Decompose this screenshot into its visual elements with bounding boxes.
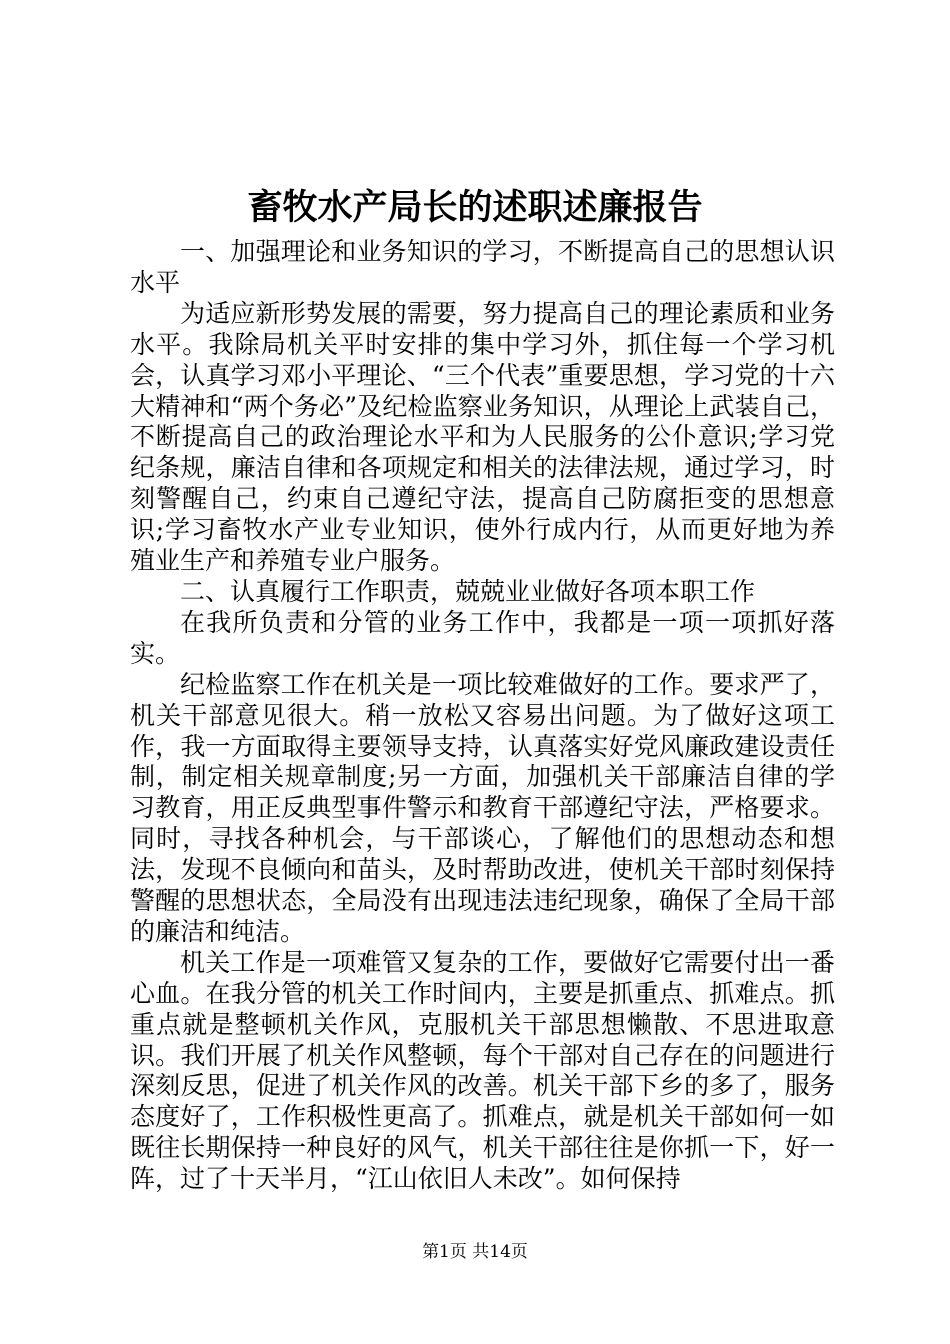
page-number-footer: 第1页 共14页 (422, 1242, 528, 1262)
section-heading-2: 二、认真履行工作职责，兢兢业业做好各项本职工作 (180, 576, 756, 606)
paragraph-study: 为适应新形势发展的需要，努力提高自己的理论素质和业务水平。我除局机关平时安排的集中学习外，抓住每一个学习机会，认真学习邓小平理论、“三个代表”重要思想，学习党的十六大精神和“两个务必”及纪检监察业务知识，从理论上武装自己，不断提高自己的政治理论水平和为人民服务的公仆意识;学习党纪条规，廉洁自律和各项规定和相关的法律法规，通过学习，时刻警醒自己，约束自己遵纪守法，提高自己防腐拒变的思想意识;学习畜牧水产业专业知识，使外行成内行，从而更好地为养殖业生产和养殖专业户服务。 (130, 298, 835, 576)
paragraph-office-work: 机关工作是一项难管又复杂的工作，要做好它需要付出一番心血。在我分管的机关工作时间内，主要是抓重点、抓难点。抓重点就是整顿机关作风，克服机关干部思想懒散、不思进取意识。我们开展了机关作风整顿，每个干部对自己存在的问题进行深刻反思，促进了机关作风的改善。机关干部下乡的多了，服务态度好了，工作积极性更高了。抓难点，就是机关干部如何一如既往长期保持一种良好的风气，机关干部往往是你抓一下，好一阵，过了十天半月，“江山依旧人未改”。如何保持 (130, 947, 835, 1194)
paragraph-discipline: 纪检监察工作在机关是一项比较难做好的工作。要求严了，机关干部意见很大。稍一放松又容易出问题。为了做好这项工作，我一方面取得主要领导支持，认真落实好党风廉政建设责任制，制定相关规章制度;另一方面，加强机关干部廉洁自律的学习教育，用正反典型事件警示和教育干部遵纪守法，严格要求。同时，寻找各种机会，与干部谈心，了解他们的思想动态和想法，发现不良倾向和苗头，及时帮助改进，使机关干部时刻保持警醒的思想状态，全局没有出现违法违纪现象，确保了全局干部的廉洁和纯洁。 (130, 669, 835, 946)
document-body (130, 237, 835, 1195)
section-heading-1: 一、加强理论和业务知识的学习，不断提高自己的思想认识水平 (130, 237, 835, 297)
document-title: 畜牧水产局长的述职述廉报告 (247, 187, 703, 228)
paragraph-duties: 在我所负责和分管的业务工作中，我都是一项一项抓好落实。 (130, 607, 835, 668)
